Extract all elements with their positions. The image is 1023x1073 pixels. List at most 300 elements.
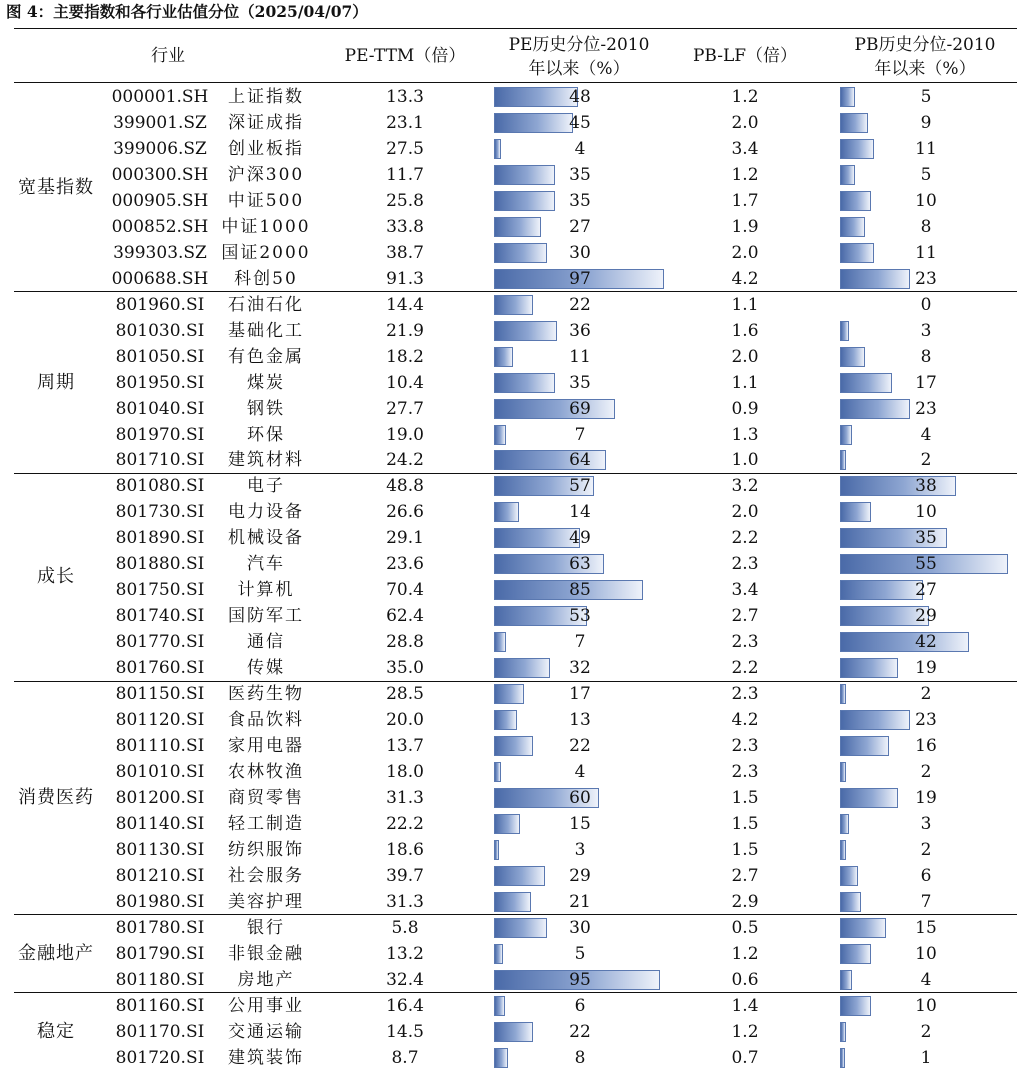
pb-percentile-value: 15 bbox=[915, 917, 937, 938]
index-code: 801080.SI bbox=[115, 476, 205, 497]
pb-lf-value: 4.2 bbox=[731, 710, 759, 730]
index-code: 801720.SI bbox=[115, 1047, 205, 1068]
table-row bbox=[0, 733, 1023, 759]
pb-percentile-value: 23 bbox=[915, 268, 937, 289]
table-row bbox=[0, 811, 1023, 837]
header-pe-pct-line1: PE历史分位-2010 bbox=[508, 35, 650, 55]
pe-percentile-value: 22 bbox=[569, 1021, 591, 1042]
pe-ttm-value: 8.7 bbox=[391, 1047, 419, 1068]
index-code: 801750.SI bbox=[115, 580, 205, 601]
pb-percentile-bar bbox=[840, 217, 865, 237]
industry-name: 轻工制造 bbox=[228, 813, 304, 834]
header-pb-pct-line2: 年以来（%） bbox=[874, 59, 976, 79]
table-row bbox=[0, 447, 1023, 473]
index-code: 801170.SI bbox=[115, 1021, 205, 1042]
figure-title: 图 4：主要指数和各行业估值分位（2025/04/07） bbox=[6, 2, 368, 21]
pb-lf-value: 1.2 bbox=[731, 1021, 759, 1042]
industry-name: 非银金融 bbox=[228, 943, 304, 964]
pb-percentile-value: 4 bbox=[920, 969, 932, 990]
pe-percentile-value: 11 bbox=[569, 346, 591, 367]
index-code: 801120.SI bbox=[115, 710, 205, 730]
pb-percentile-value: 2 bbox=[920, 762, 932, 782]
table-row bbox=[0, 370, 1023, 396]
pe-percentile-bar bbox=[494, 944, 503, 964]
pe-percentile-bar bbox=[494, 892, 531, 912]
industry-name: 上证指数 bbox=[228, 87, 304, 107]
pe-percentile-bar bbox=[494, 736, 533, 756]
pe-percentile-value: 13 bbox=[569, 710, 591, 730]
pe-ttm-value: 31.3 bbox=[386, 787, 424, 808]
industry-name: 交通运输 bbox=[228, 1021, 304, 1042]
industry-name: 煤炭 bbox=[247, 372, 285, 393]
pe-percentile-bar bbox=[494, 1048, 508, 1068]
industry-name: 计算机 bbox=[237, 580, 295, 601]
pe-percentile-value: 4 bbox=[574, 138, 586, 159]
index-code: 801880.SI bbox=[115, 554, 205, 575]
pe-percentile-value: 15 bbox=[569, 813, 591, 834]
industry-name: 创业板指 bbox=[228, 138, 304, 159]
pe-ttm-value: 13.3 bbox=[386, 87, 424, 107]
pb-lf-value: 0.5 bbox=[731, 917, 759, 938]
pe-percentile-bar bbox=[494, 762, 501, 782]
pb-lf-value: 1.5 bbox=[731, 813, 759, 834]
pb-percentile-value: 17 bbox=[915, 372, 937, 393]
industry-name: 有色金属 bbox=[228, 346, 304, 367]
pb-lf-value: 1.5 bbox=[731, 787, 759, 808]
pb-percentile-value: 55 bbox=[915, 554, 937, 575]
pe-percentile-value: 30 bbox=[569, 917, 591, 938]
pb-lf-value: 3.4 bbox=[731, 138, 759, 159]
table-row bbox=[0, 422, 1023, 448]
pb-percentile-value: 5 bbox=[920, 87, 932, 107]
pb-lf-value: 0.6 bbox=[731, 969, 759, 990]
header-industry: 行业 bbox=[151, 46, 185, 66]
pe-ttm-value: 48.8 bbox=[386, 476, 424, 497]
table-row bbox=[0, 396, 1023, 422]
pb-percentile-bar bbox=[840, 736, 889, 756]
index-code: 801160.SI bbox=[115, 995, 205, 1016]
header-pb-lf: PB-LF（倍） bbox=[692, 46, 798, 66]
pb-lf-value: 2.3 bbox=[731, 736, 759, 756]
pb-lf-value: 2.0 bbox=[731, 113, 759, 133]
pe-ttm-value: 27.7 bbox=[386, 398, 424, 419]
pe-percentile-value: 5 bbox=[574, 943, 586, 964]
table-row bbox=[0, 655, 1023, 681]
table-row bbox=[0, 863, 1023, 889]
pe-ttm-value: 11.7 bbox=[386, 164, 424, 185]
industry-name: 深证成指 bbox=[228, 113, 304, 133]
pe-percentile-bar bbox=[494, 866, 545, 886]
table-row bbox=[0, 292, 1023, 318]
pb-lf-value: 2.3 bbox=[731, 554, 759, 575]
industry-name: 建筑材料 bbox=[228, 450, 304, 471]
industry-name: 石油石化 bbox=[228, 294, 304, 315]
pe-percentile-value: 36 bbox=[569, 320, 591, 341]
pb-lf-value: 3.2 bbox=[731, 476, 759, 497]
pe-ttm-value: 25.8 bbox=[386, 190, 424, 211]
pb-percentile-value: 2 bbox=[920, 450, 932, 471]
group-label: 消费医药 bbox=[18, 787, 94, 809]
industry-name: 中证1000 bbox=[221, 216, 311, 237]
pe-percentile-value: 32 bbox=[569, 658, 591, 679]
pb-percentile-bar bbox=[840, 970, 852, 990]
pb-lf-value: 1.2 bbox=[731, 87, 759, 107]
pb-percentile-bar bbox=[840, 165, 855, 185]
pb-lf-value: 1.1 bbox=[731, 372, 759, 393]
pb-percentile-bar bbox=[840, 450, 846, 470]
pb-percentile-value: 5 bbox=[920, 164, 932, 185]
pe-percentile-value: 53 bbox=[569, 606, 591, 627]
pb-percentile-value: 4 bbox=[920, 424, 932, 445]
pe-ttm-value: 29.1 bbox=[386, 528, 424, 549]
pb-lf-value: 2.2 bbox=[731, 528, 759, 549]
pe-ttm-value: 19.0 bbox=[386, 424, 424, 445]
pe-ttm-value: 23.6 bbox=[386, 554, 424, 575]
pb-percentile-bar bbox=[840, 840, 846, 860]
pe-percentile-value: 48 bbox=[569, 87, 591, 107]
table-row bbox=[0, 915, 1023, 941]
table-row bbox=[0, 240, 1023, 266]
pe-percentile-value: 30 bbox=[569, 242, 591, 263]
pb-percentile-value: 2 bbox=[920, 684, 932, 705]
pe-percentile-value: 22 bbox=[569, 294, 591, 315]
pe-percentile-value: 95 bbox=[569, 969, 591, 990]
pe-ttm-value: 33.8 bbox=[386, 216, 424, 237]
pe-percentile-bar bbox=[494, 321, 557, 341]
industry-name: 机械设备 bbox=[228, 528, 304, 549]
pb-percentile-bar bbox=[840, 1048, 845, 1068]
pe-percentile-value: 3 bbox=[574, 839, 586, 860]
pe-percentile-bar bbox=[494, 996, 505, 1016]
pb-percentile-bar bbox=[840, 373, 892, 393]
pe-percentile-bar bbox=[494, 139, 501, 159]
index-code: 000300.SH bbox=[111, 164, 209, 185]
pe-ttm-value: 22.2 bbox=[386, 813, 424, 834]
pb-percentile-value: 19 bbox=[915, 658, 937, 679]
pe-ttm-value: 18.2 bbox=[386, 346, 424, 367]
table-row bbox=[0, 162, 1023, 188]
pb-percentile-value: 1 bbox=[920, 1047, 932, 1068]
table-row bbox=[0, 344, 1023, 370]
index-code: 801950.SI bbox=[115, 372, 205, 393]
table-row bbox=[0, 603, 1023, 629]
pb-percentile-value: 29 bbox=[915, 606, 937, 627]
table-row bbox=[0, 1045, 1023, 1071]
industry-name: 房地产 bbox=[237, 969, 295, 990]
pe-percentile-bar bbox=[494, 373, 555, 393]
table-row bbox=[0, 110, 1023, 136]
pe-ttm-value: 24.2 bbox=[386, 450, 424, 471]
industry-name: 医药生物 bbox=[228, 684, 304, 705]
pb-lf-value: 2.9 bbox=[731, 891, 759, 912]
pb-percentile-value: 23 bbox=[915, 710, 937, 730]
pe-percentile-value: 29 bbox=[569, 865, 591, 886]
pe-ttm-value: 62.4 bbox=[386, 606, 424, 627]
index-code: 801110.SI bbox=[115, 736, 205, 756]
industry-name: 钢铁 bbox=[247, 398, 285, 419]
table-row bbox=[0, 551, 1023, 577]
index-code: 000852.SH bbox=[111, 216, 209, 237]
pb-percentile-value: 10 bbox=[915, 943, 937, 964]
index-code: 000001.SH bbox=[111, 87, 209, 107]
table-row bbox=[0, 188, 1023, 214]
pe-percentile-value: 35 bbox=[569, 372, 591, 393]
table-row bbox=[0, 84, 1023, 110]
pb-percentile-value: 6 bbox=[920, 865, 932, 886]
table-row bbox=[0, 681, 1023, 707]
pe-ttm-value: 5.8 bbox=[391, 917, 419, 938]
pe-percentile-value: 85 bbox=[569, 580, 591, 601]
pe-percentile-value: 14 bbox=[569, 502, 591, 523]
pb-percentile-value: 38 bbox=[915, 476, 937, 497]
pe-ttm-value: 26.6 bbox=[386, 502, 424, 523]
pb-percentile-value: 35 bbox=[915, 528, 937, 549]
pe-percentile-value: 27 bbox=[569, 216, 591, 237]
pe-ttm-value: 23.1 bbox=[386, 113, 424, 133]
index-code: 801030.SI bbox=[115, 320, 205, 341]
index-code: 000688.SH bbox=[111, 268, 209, 289]
industry-name: 基础化工 bbox=[228, 320, 304, 341]
pb-percentile-bar bbox=[840, 996, 871, 1016]
pe-percentile-value: 45 bbox=[569, 113, 591, 133]
index-code: 801130.SI bbox=[115, 839, 205, 860]
pe-percentile-value: 35 bbox=[569, 190, 591, 211]
header-pe-ttm: PE-TTM（倍） bbox=[344, 46, 466, 66]
pb-percentile-value: 3 bbox=[920, 813, 932, 834]
pb-lf-value: 2.0 bbox=[731, 502, 759, 523]
pb-lf-value: 1.2 bbox=[731, 943, 759, 964]
pb-lf-value: 1.7 bbox=[731, 190, 759, 211]
table-row bbox=[0, 577, 1023, 603]
pe-ttm-value: 28.8 bbox=[386, 632, 424, 653]
pe-ttm-value: 35.0 bbox=[386, 658, 424, 679]
pb-percentile-value: 9 bbox=[920, 113, 932, 133]
pb-lf-value: 1.3 bbox=[731, 424, 759, 445]
index-code: 801760.SI bbox=[115, 658, 205, 679]
industry-name: 科创50 bbox=[234, 268, 298, 289]
pb-percentile-bar bbox=[840, 425, 852, 445]
pb-lf-value: 1.1 bbox=[731, 294, 759, 315]
industry-name: 农林牧渔 bbox=[228, 762, 304, 782]
pe-percentile-bar bbox=[494, 658, 550, 678]
pe-percentile-value: 60 bbox=[569, 787, 591, 808]
pe-percentile-bar bbox=[494, 1022, 533, 1042]
pb-percentile-bar bbox=[840, 866, 858, 886]
pe-percentile-bar bbox=[494, 840, 499, 860]
index-code: 801970.SI bbox=[115, 424, 205, 445]
index-code: 000905.SH bbox=[111, 190, 209, 211]
pe-percentile-bar bbox=[494, 295, 533, 315]
pb-percentile-bar bbox=[840, 918, 886, 938]
index-code: 801890.SI bbox=[115, 528, 205, 549]
pb-percentile-bar bbox=[840, 814, 849, 834]
pe-ttm-value: 14.4 bbox=[386, 294, 424, 315]
pe-percentile-value: 64 bbox=[569, 450, 591, 471]
pb-lf-value: 2.7 bbox=[731, 606, 759, 627]
group-label: 周期 bbox=[37, 371, 75, 393]
industry-name: 沪深300 bbox=[227, 164, 305, 185]
pe-percentile-value: 7 bbox=[574, 424, 586, 445]
industry-name: 国证2000 bbox=[221, 242, 311, 263]
pb-lf-value: 2.3 bbox=[731, 632, 759, 653]
pe-ttm-value: 18.6 bbox=[386, 839, 424, 860]
pe-ttm-value: 20.0 bbox=[386, 710, 424, 730]
pb-lf-value: 0.7 bbox=[731, 1047, 759, 1068]
pb-percentile-bar bbox=[840, 892, 861, 912]
pb-lf-value: 2.2 bbox=[731, 658, 759, 679]
pe-ttm-value: 91.3 bbox=[386, 268, 424, 289]
industry-name: 环保 bbox=[247, 424, 285, 445]
table-row bbox=[0, 837, 1023, 863]
table-row bbox=[0, 499, 1023, 525]
pb-percentile-bar bbox=[840, 347, 865, 367]
index-code: 801140.SI bbox=[115, 813, 205, 834]
index-code: 801790.SI bbox=[115, 943, 205, 964]
pb-percentile-value: 42 bbox=[915, 632, 937, 653]
index-code: 801780.SI bbox=[115, 917, 205, 938]
table-row bbox=[0, 759, 1023, 785]
pe-percentile-bar bbox=[494, 502, 519, 522]
industry-name: 商贸零售 bbox=[228, 787, 304, 808]
pb-percentile-value: 16 bbox=[915, 736, 937, 756]
industry-name: 传媒 bbox=[247, 658, 285, 679]
pb-lf-value: 1.6 bbox=[731, 320, 759, 341]
pb-percentile-value: 8 bbox=[920, 216, 932, 237]
table-row bbox=[0, 266, 1023, 292]
pe-percentile-value: 57 bbox=[569, 476, 591, 497]
pe-percentile-bar bbox=[494, 684, 524, 704]
pe-percentile-value: 49 bbox=[569, 528, 591, 549]
pe-ttm-value: 31.3 bbox=[386, 891, 424, 912]
industry-name: 建筑装饰 bbox=[228, 1047, 304, 1068]
index-code: 801200.SI bbox=[115, 787, 205, 808]
table-row bbox=[0, 993, 1023, 1019]
table-row bbox=[0, 707, 1023, 733]
pb-lf-value: 2.0 bbox=[731, 242, 759, 263]
pb-percentile-bar bbox=[840, 191, 871, 211]
industry-name: 食品饮料 bbox=[228, 710, 304, 730]
pe-ttm-value: 28.5 bbox=[386, 684, 424, 705]
pb-percentile-bar bbox=[840, 113, 868, 133]
pb-percentile-value: 11 bbox=[915, 138, 937, 159]
index-code: 801960.SI bbox=[115, 294, 205, 315]
pe-percentile-value: 17 bbox=[569, 684, 591, 705]
index-code: 801730.SI bbox=[115, 502, 205, 523]
pb-percentile-bar bbox=[840, 502, 871, 522]
table-row bbox=[0, 214, 1023, 240]
pb-percentile-value: 19 bbox=[915, 787, 937, 808]
pe-ttm-value: 13.2 bbox=[386, 943, 424, 964]
index-code: 801980.SI bbox=[115, 891, 205, 912]
pb-percentile-bar bbox=[840, 243, 874, 263]
pb-percentile-bar bbox=[840, 1022, 846, 1042]
pe-percentile-bar bbox=[494, 217, 541, 237]
table-row bbox=[0, 473, 1023, 499]
pb-percentile-bar bbox=[840, 944, 871, 964]
pb-lf-value: 0.9 bbox=[731, 398, 759, 419]
industry-name: 美容护理 bbox=[228, 891, 304, 912]
industry-name: 电子 bbox=[247, 476, 285, 497]
industry-name: 通信 bbox=[247, 632, 285, 653]
industry-name: 纺织服饰 bbox=[228, 839, 304, 860]
pb-lf-value: 2.7 bbox=[731, 865, 759, 886]
pb-percentile-bar bbox=[840, 684, 846, 704]
industry-name: 中证500 bbox=[227, 190, 305, 211]
pb-percentile-value: 11 bbox=[915, 242, 937, 263]
pb-percentile-bar bbox=[840, 321, 849, 341]
table-row bbox=[0, 1019, 1023, 1045]
pb-percentile-value: 7 bbox=[920, 891, 932, 912]
pe-percentile-bar bbox=[494, 425, 506, 445]
pb-percentile-bar bbox=[840, 658, 898, 678]
pb-lf-value: 2.3 bbox=[731, 762, 759, 782]
pb-percentile-value: 10 bbox=[915, 190, 937, 211]
pe-percentile-value: 7 bbox=[574, 632, 586, 653]
index-code: 399001.SZ bbox=[113, 113, 207, 133]
pb-percentile-value: 10 bbox=[915, 995, 937, 1016]
table-row bbox=[0, 629, 1023, 655]
pb-lf-value: 1.2 bbox=[731, 164, 759, 185]
pe-percentile-bar bbox=[494, 191, 555, 211]
pe-percentile-value: 22 bbox=[569, 736, 591, 756]
pb-lf-value: 1.9 bbox=[731, 216, 759, 237]
pe-ttm-value: 38.7 bbox=[386, 242, 424, 263]
pe-percentile-value: 69 bbox=[569, 398, 591, 419]
pb-lf-value: 2.3 bbox=[731, 684, 759, 705]
pe-ttm-value: 27.5 bbox=[386, 138, 424, 159]
pb-percentile-value: 0 bbox=[920, 294, 932, 315]
group-label: 金融地产 bbox=[18, 942, 94, 964]
header-pb-pct-line1: PB历史分位-2010 bbox=[854, 35, 996, 55]
industry-name: 公用事业 bbox=[228, 995, 304, 1016]
industry-name: 家用电器 bbox=[228, 736, 304, 756]
index-code: 399006.SZ bbox=[113, 138, 207, 159]
table-row bbox=[0, 967, 1023, 993]
pe-ttm-value: 70.4 bbox=[386, 580, 424, 601]
pb-lf-value: 1.0 bbox=[731, 450, 759, 471]
industry-name: 社会服务 bbox=[228, 865, 304, 886]
index-code: 801010.SI bbox=[115, 762, 205, 782]
index-code: 399303.SZ bbox=[113, 242, 207, 263]
pe-ttm-value: 14.5 bbox=[386, 1021, 424, 1042]
pe-ttm-value: 39.7 bbox=[386, 865, 424, 886]
index-code: 801740.SI bbox=[115, 606, 205, 627]
table-row bbox=[0, 785, 1023, 811]
pb-percentile-value: 3 bbox=[920, 320, 932, 341]
pe-ttm-value: 10.4 bbox=[386, 372, 424, 393]
pb-percentile-value: 2 bbox=[920, 839, 932, 860]
table-row bbox=[0, 889, 1023, 915]
pe-ttm-value: 18.0 bbox=[386, 762, 424, 782]
pb-lf-value: 1.4 bbox=[731, 995, 759, 1016]
index-code: 801040.SI bbox=[115, 398, 205, 419]
pb-percentile-value: 10 bbox=[915, 502, 937, 523]
group-label: 稳定 bbox=[37, 1020, 75, 1042]
pe-percentile-value: 4 bbox=[574, 762, 586, 782]
index-code: 801150.SI bbox=[115, 684, 205, 705]
pe-ttm-value: 13.7 bbox=[386, 736, 424, 756]
index-code: 801710.SI bbox=[115, 450, 205, 471]
pb-percentile-value: 2 bbox=[920, 1021, 932, 1042]
pe-percentile-bar bbox=[494, 632, 506, 652]
pe-percentile-bar bbox=[494, 814, 520, 834]
index-code: 801210.SI bbox=[115, 865, 205, 886]
pe-percentile-bar bbox=[494, 918, 547, 938]
table-row bbox=[0, 525, 1023, 551]
pb-lf-value: 4.2 bbox=[731, 268, 759, 289]
pe-percentile-value: 63 bbox=[569, 554, 591, 575]
index-code: 801180.SI bbox=[115, 969, 205, 990]
